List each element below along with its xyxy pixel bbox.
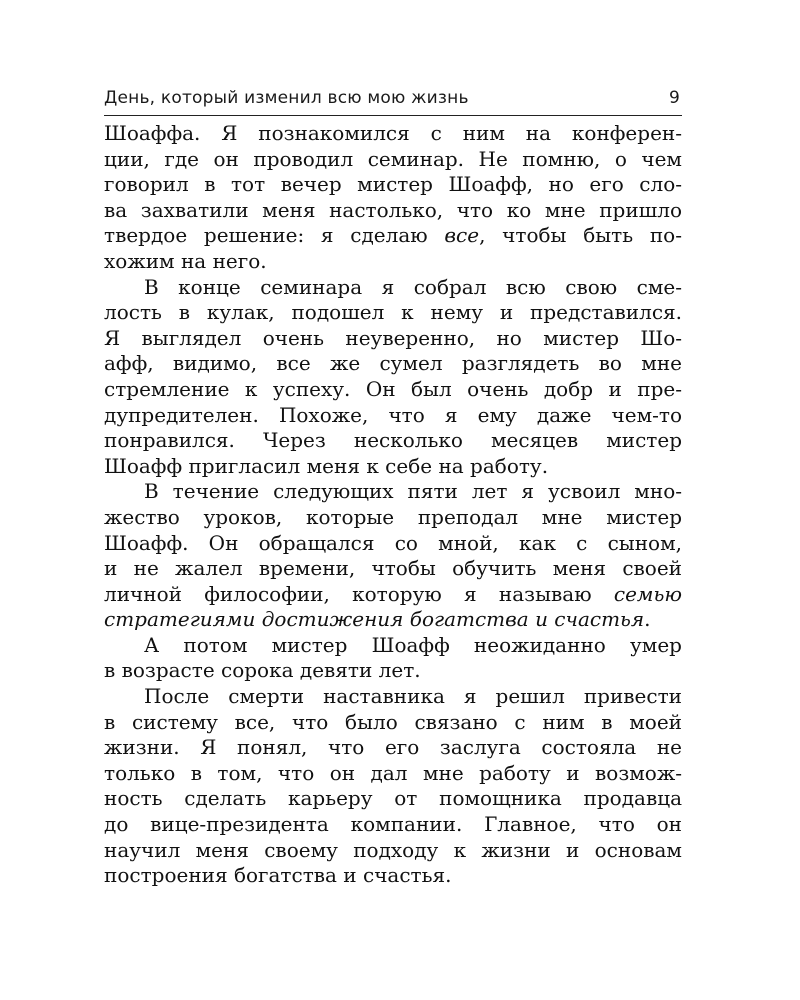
text-line: После смерти наставника я решил привести	[144, 684, 682, 709]
text-line: ность сделать карьеру от помощника продавца	[104, 786, 682, 811]
chapter-title: День, который изменил всю мою жизнь	[104, 88, 469, 108]
text-line: и не жалел времени, чтобы обучить меня своей	[104, 556, 682, 581]
paragraph-1	[104, 121, 682, 275]
text-line: А потом мистер Шоафф неожиданно умер	[144, 632, 682, 657]
text-line: говорил в тот вечер мистер Шоафф, но его сло-	[104, 172, 682, 197]
text-line	[104, 582, 682, 608]
text-line: понравился. Через несколько месяцев мистер	[104, 428, 682, 453]
text-line: Шоафф. Он обращался со мной, как с сыном,	[104, 530, 682, 555]
paragraph-4	[104, 633, 682, 684]
text-line: лость в кулак, подошел к нему и представился.	[104, 300, 682, 325]
text-line: ции, где он проводил семинар. Не помню, о чем	[104, 146, 682, 171]
text-line: хожим на него.	[104, 248, 267, 273]
emphasis-text: стратегиями достижения богатства и счастья	[104, 607, 645, 632]
running-head	[104, 88, 682, 112]
text-line: стремление к успеху. Он был очень добр и пре-	[104, 376, 682, 401]
emphasis-text: семью	[613, 581, 682, 606]
paragraph-3	[104, 479, 682, 633]
text-line: научил меня своему подходу к жизни и основам	[104, 837, 682, 862]
text-segment: , чтобы быть по-	[479, 223, 682, 248]
text-line: Шоафф пригласил меня к себе на работу.	[104, 453, 549, 478]
page-number: 9	[668, 88, 680, 108]
text-line: в возрасте сорока девяти лет.	[104, 658, 421, 683]
text-segment: твердое решение: я сделаю	[104, 223, 445, 248]
text-line: Я выглядел очень неуверенно, но мистер Шо-	[104, 325, 682, 350]
emphasis-text: все	[444, 223, 480, 248]
text-line: только в том, что он дал мне работу и возмож-	[104, 760, 682, 785]
text-line: дупредителен. Похоже, что я ему даже чем-то	[104, 402, 682, 427]
header-rule	[104, 115, 682, 116]
text-segment: личной философии, которую я называю	[104, 581, 614, 606]
text-line: в систему все, что было связано с ним в моей	[104, 709, 682, 734]
text-line	[104, 223, 682, 249]
paragraph-2	[104, 275, 682, 480]
paragraph-5	[104, 684, 682, 889]
text-line: построения богатства и счастья.	[104, 863, 452, 888]
text-line: жество уроков, которые преподал мне мистер	[104, 504, 682, 529]
text-line: Шоаффа. Я познакомился с ним на конферен-	[104, 121, 682, 145]
text-line: В конце семинара я собрал всю свою сме-	[144, 274, 682, 299]
text-line: афф, видимо, все же сумел разглядеть во мне	[104, 351, 682, 376]
text-segment: .	[644, 607, 651, 632]
text-line: жизни. Я понял, что его заслуга состояла не	[104, 735, 682, 760]
text-line: ва захватили меня настолько, что ко мне пришло	[104, 197, 682, 222]
text-line: В течение следующих пяти лет я усвоил мно-	[144, 479, 682, 504]
text-line	[104, 607, 682, 633]
body-text	[104, 121, 682, 889]
text-line: до вице-президента компании. Главное, что он	[104, 812, 682, 837]
